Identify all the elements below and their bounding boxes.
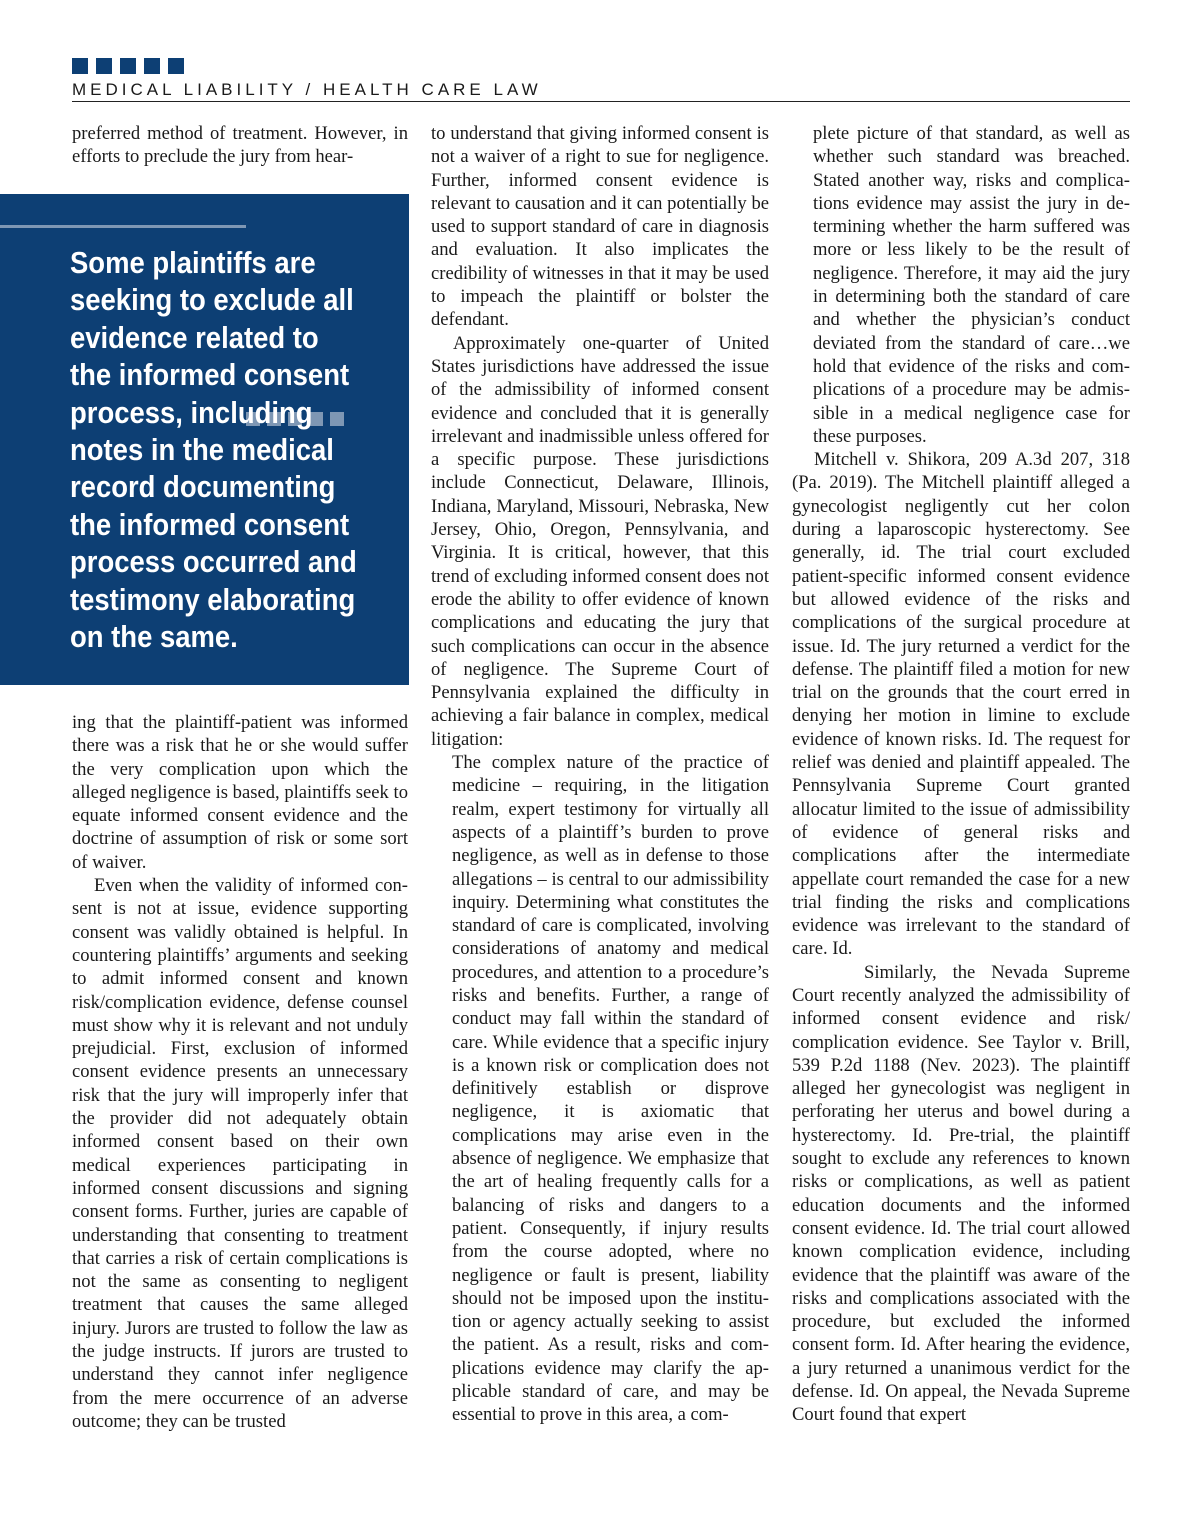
paragraph: to understand that giving informed consent is not a waiver of a right to sue for negligence. Further, informed consent evidence is relevant to causation and it can potentially be used to support standard of care in diagnosis and evaluation. It also implicates the credibility of witnesses in that it may be used to impeach the plaintiff or bolster the defendant.	[431, 123, 769, 331]
block-quote: The complex nature of the practice of medicine – requiring, in the litigation realm, expert testimony for virtually all aspects of a plaintiff’s burden to prove negligence, as well as in defense to those allegations – is central to our admissibility inquiry. Determining what constitutes the standard of care is complicated, involving considerations of anatomy and medical procedures, and attention to a procedure’s risks and benefits. Further, a range of conduct may fall within the standard of care. While evidence that a specific injury is a known risk or complication does not definitively establish or disprove negligence, it is axiomatic that complications may arise even in the absence of negligence. We emphasize that the art of healing frequently calls for a balancing of risks and dangers to a patient. Consequently, if injury results from the course adopted, where no negligence or fault is present, liability should not be imposed upon the institution or agency actually seeking to assist the patient. As a result, risks and complications evidence may clarify the applicable standard of care, and may be essential to prove in this area, a com-	[452, 752, 769, 1426]
block-quote: plete picture of that standard, as well as whether such standard was breached. Stated another way, risks and complications evidence may assist the jury in determining whether the harm suffered was more or less likely to be the result of negligence. Therefore, it may aid the jury in determining both the standard of care and whether the physician’s conduct deviated from the standard of care…we hold that evidence of the risks and complications of a procedure may be admissible in a medical negligence case for these purposes.	[813, 123, 1130, 447]
column-1-top	[72, 122, 408, 169]
paragraph: preferred method of treatment. However, in efforts to preclude the jury from hear-	[72, 123, 408, 168]
header-square	[96, 58, 112, 74]
header-square	[120, 58, 136, 74]
pull-quote-text: Some plaintiffs are seeking to exclude all evidence related to the informed consent process, including notes in the medical record documenting the informed consent process occurred and testimony elaborating on the same.	[70, 246, 357, 655]
column-2	[431, 122, 769, 1427]
paragraph: Approximately one-quarter of United States jurisdictions have addressed the issue of the admissibility of informed consent evidence and concluded that it is generally irrelevant and inadmissible unless offered for a specific purpose. These jurisdictions include Connecticut, Delaware, Illinois, Indiana, Maryland, Missouri, Nebraska, New Jersey, Ohio, Oregon, Pennsylvania, and Virginia. It is critical, however, that this trend of excluding informed consent does not erode the ability to offer evidence of known complications and educating the jury that such complications can occur in the absence of negligence. The Supreme Court of Pennsylvania explained the difficulty in achieving a fair balance in complex, medical litigation:	[431, 332, 769, 750]
paragraph: ing that the plaintiff-patient was informed there was a risk that he or she would suffer the very complication upon which the alleged negligence is based, plaintiffs seek to equate informed consent evidence and the doctrine of assumption of risk or some sort of waiver.	[72, 712, 408, 873]
header-square	[168, 58, 184, 74]
paragraph: Mitchell v. Shikora, 209 A.3d 207, 318 (Pa. 2019). The Mitchell plaintiff alleged a gynecologist negligently cut her colon during a laparoscopic hysterectomy. See generally, id. The trial court excluded patient-specific informed consent evidence but allowed evidence of the risks and complications of the surgical procedure at issue. Id. The jury returned a verdict for the defense. The plaintiff filed a motion for new trial on the grounds that the court erred in denying her motion in limine to exclude evidence of known risks. Id. The request for relief was denied and plaintiff appealed. The Pennsylvania Supreme Court granted allocatur limited to the issue of admissibility of evidence of general risks and complications after the intermediate appellate court remanded the case for a new trial finding the risks and complications evidence was irrelevant to the standard of care. Id.	[792, 449, 1130, 960]
pull-quote-rule	[0, 225, 246, 228]
header-square	[72, 58, 88, 74]
header-squares	[72, 58, 184, 74]
header-square	[144, 58, 160, 74]
column-1-bottom	[72, 711, 408, 1433]
section-label: MEDICAL LIABILITY / HEALTH CARE LAW	[72, 80, 542, 99]
paragraph: Similarly, the Nevada Supreme Court recently analyzed the admissibility of informed consent evidence and risk/ complication evidence. See Taylor v. Brill, 539 P.2d 1188 (Nev. 2023). The plaintiff alleged her gynecologist was negligent in perforating her uterus and bowel during a hysterectomy. Id. Pre-trial, the plaintiff sought to exclude any references to known risks or complications, as well as patient education documents and the informed consent evidence. Id. The trial court allowed known complication evidence, including evidence that the plaintiff was aware of the risks and complications associated with the procedure, but excluded the informed consent form. Id. After hearing the evidence, a jury returned a unanimous verdict for the defense. Id. On appeal, the Nevada Supreme Court found that expert	[792, 961, 1130, 1426]
pull-quote-box	[0, 194, 409, 685]
header-rule	[72, 101, 1130, 102]
paragraph: Even when the validity of informed consent is not at issue, evidence supporting consent was validly obtained is helpful. In countering plaintiffs’ arguments and seeking to admit informed consent and known risk/complication evidence, defense counsel must show why it is relevant and not unduly prejudicial. First, exclusion of informed consent evidence presents an unnecessary risk that the jury will improperly infer that the provider did not adequately obtain informed consent based on their own medical experiences participating in informed consent discussions and signing consent forms. Further, juries are capable of understanding that consenting to treatment that carries a risk of certain complications is not the same as consenting to negligent treatment that causes the same alleged injury. Jurors are trusted to follow the law as the judge instructs. If jurors are trusted to understand they cannot infer negligence from the mere occurrence of an adverse outcome; they can be trusted	[72, 875, 408, 1432]
column-3	[792, 122, 1130, 1427]
